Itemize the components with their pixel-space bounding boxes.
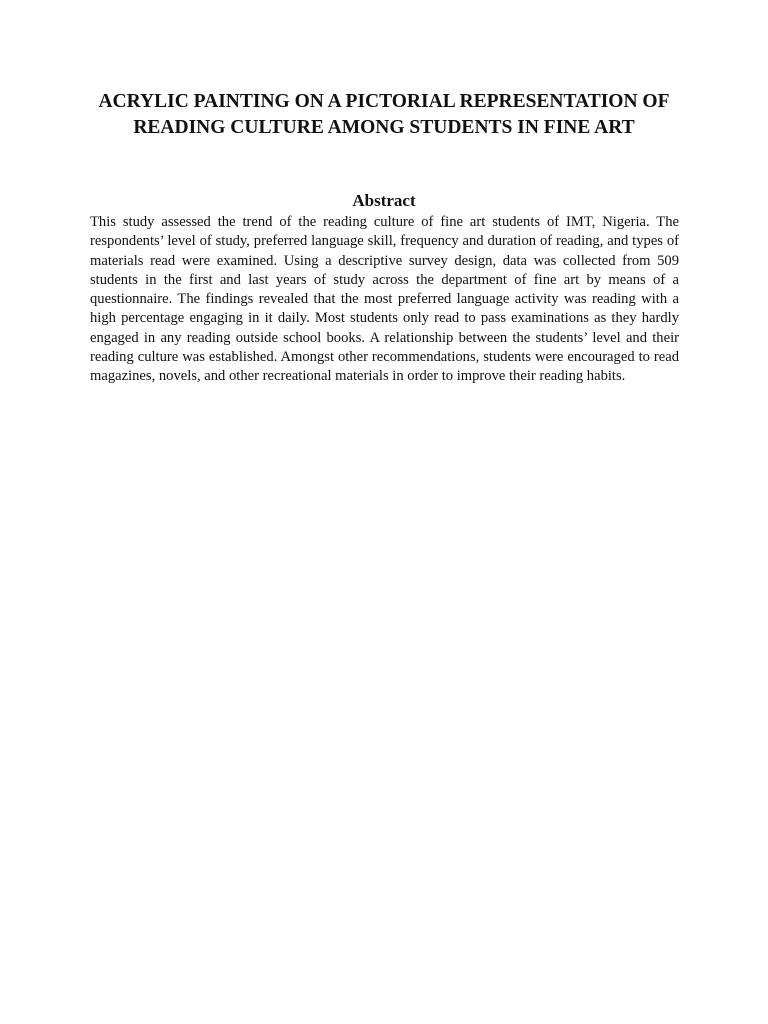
abstract-heading: Abstract	[352, 191, 416, 210]
paper-title: ACRYLIC PAINTING ON A PICTORIAL REPRESENTATION OF READING CULTURE AMONG STUDENTS IN FINE ART	[98, 91, 670, 138]
abstract-text: This study assessed the trend of the reading culture of fine art students of IMT, Nigeria. The respondents’ level of study, preferred language skill, frequency and duration of reading, and types of materials read were examined. Using a descriptive survey design, data was collected from 509 students in the first and last years of study across the department of fine art by means of a questionnaire. The findings revealed that the most preferred language activity was reading with a high percentage engaging in it daily. Most students only read to pass examinations as they hardly engaged in any reading outside school books. A relationship between the students’ level and their reading culture was established. Amongst other recommendations, students were encouraged to read magazines, novels, and other recreational materials in order to improve their reading habits.	[90, 214, 679, 385]
